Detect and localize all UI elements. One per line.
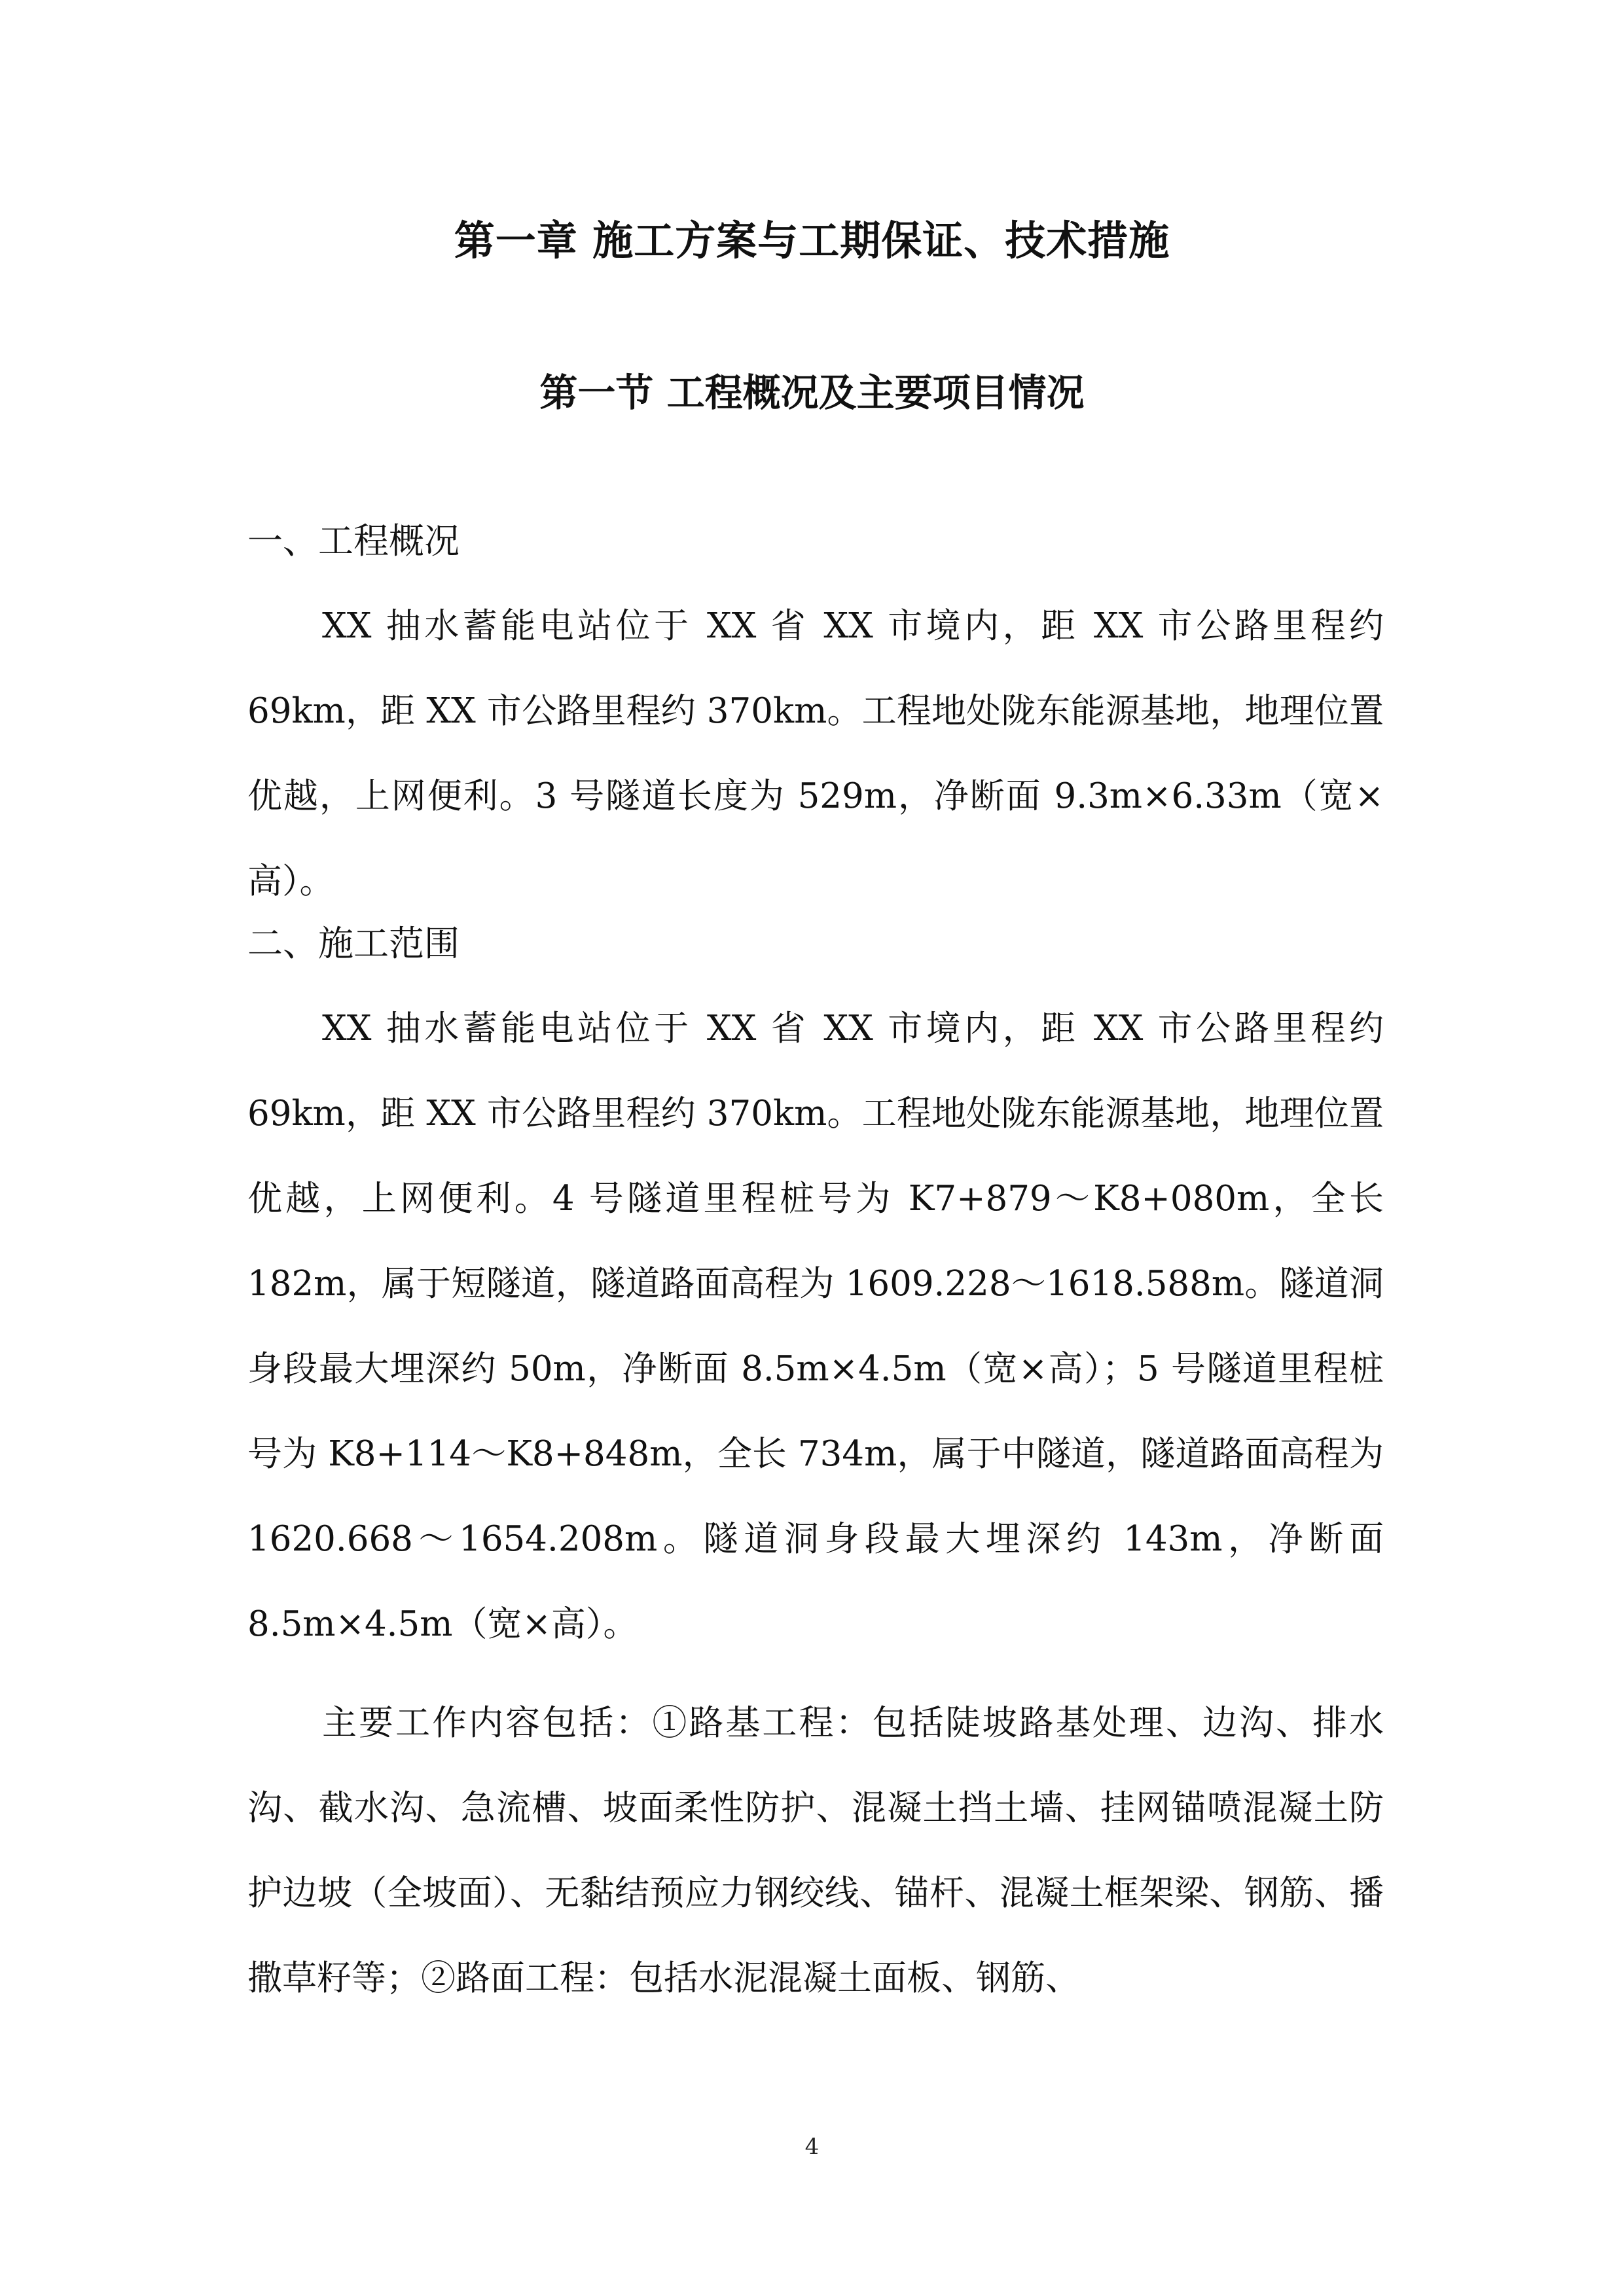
chapter-title: 第一章 施工方案与工期保证、技术措施 bbox=[454, 217, 1170, 264]
paragraph-main-work-content: 主要工作内容包括：①路基工程：包括陡坡路基处理、边沟、排水沟、截水沟、急流槽、坡面柔性防护、混凝土挡土墙、挂网锚喷混凝土防护边坡（全坡面）、无黏结预应力钢绞线、锚杆、混凝土框架梁、钢筋、播撒草籽等；②路面工程：包括水泥混凝土面板、钢筋、 bbox=[247, 1703, 1384, 1998]
section-title: 第一节 工程概况及主要项目情况 bbox=[539, 370, 1085, 415]
paragraph-project-overview: XX 抽水蓄能电站位于 XX 省 XX 市境内，距 XX 市公路里程约 69km，距 XX 市公路里程约 370km。工程地处陇东能源基地，地理位置优越，上网便利。3 号隧道长度为 529m，净断面 9.3m×6.33m（宽×高）。 bbox=[247, 606, 1384, 901]
heading-construction-scope: 二、施工范围 bbox=[247, 923, 460, 964]
heading-project-overview: 一、工程概况 bbox=[247, 520, 460, 562]
page-number: 4 bbox=[804, 2134, 820, 2160]
paragraph-construction-scope: XX 抽水蓄能电站位于 XX 省 XX 市境内，距 XX 市公路里程约 69km，距 XX 市公路里程约 370km。工程地处陇东能源基地，地理位置优越，上网便利。4 号隧道里程桩号为 K7+879～K8+080m，全长 182m，属于短隧道，隧道路面高程为 1609.228～1618.588m。隧道洞身段最大埋深约 50m，净断面 8.5m×4.5m（宽×高）；5 号隧道里程桩号为 K8+114～K8+848m，全长 734m，属于中隧道，隧道路面高程为 1620.668～1654.208m。隧道洞身段最大埋深约 143m，净断面 8.5m×4.5m（宽×高）。 bbox=[247, 1009, 1384, 1644]
